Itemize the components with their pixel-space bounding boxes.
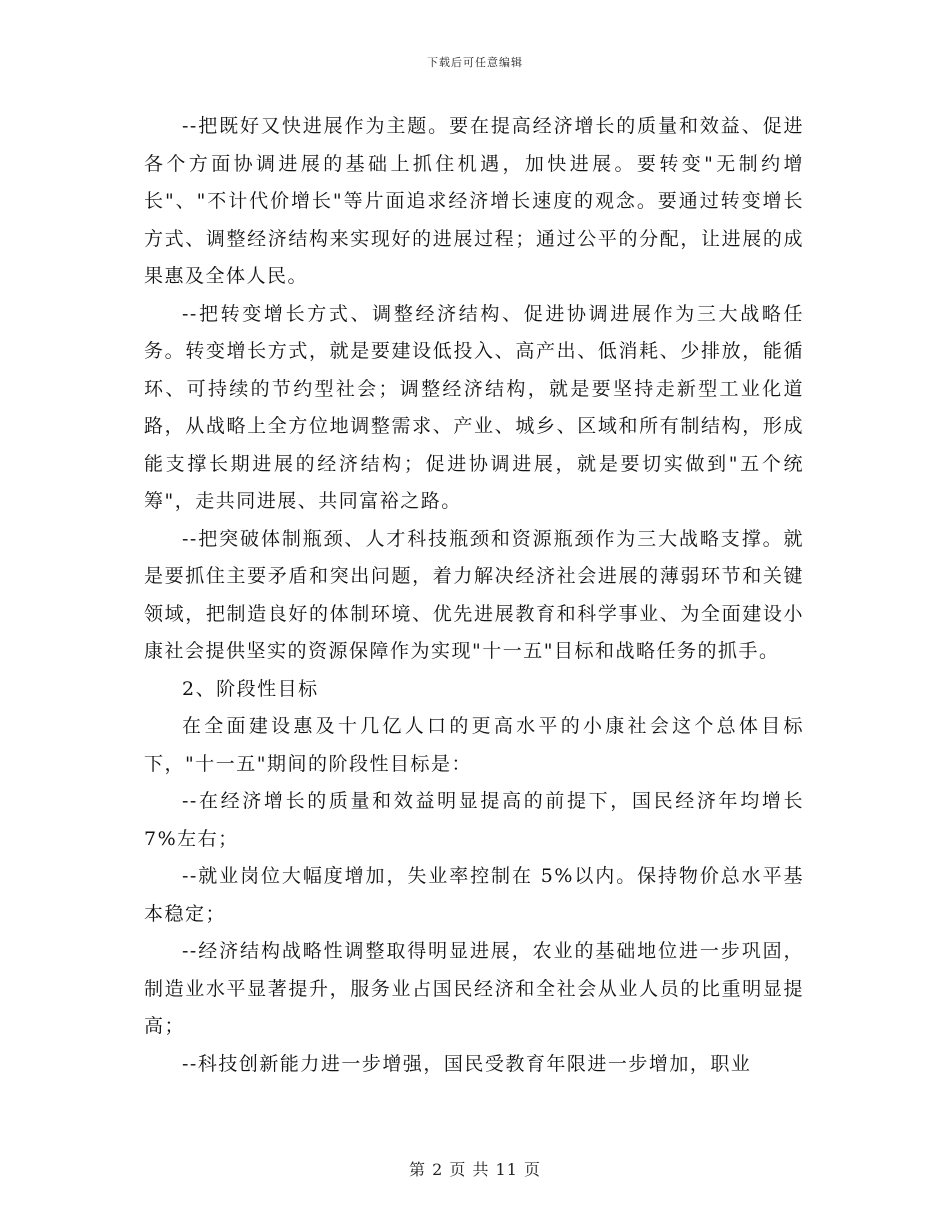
page-header: 下载后可任意编辑 [427, 56, 523, 69]
paragraph-intro: 在全面建设惠及十几亿人口的更高水平的小康社会这个总体目标下，"十一五"期间的阶段性目标是： [144, 715, 804, 775]
paragraph-theme: --把既好又快进展作为主题。要在提高经济增长的质量和效益、促进各个方面协调进展的基础上抓住机遇，加快进展。要转变"无制约增长"、"不计代价增长"等片面追求经济增长速度的观念。要通过转变增长方式、调整经济结构来实现好的进展过程；通过公平的分配，让进展的成果惠及全体人民。 [144, 115, 804, 287]
paragraph-innovation-target: --科技创新能力进一步增强，国民受教育年限进一步增加，职业 [182, 1052, 752, 1075]
paragraph-employment-target: --就业岗位大幅度增加，失业率控制在 5%以内。保持物价总水平基本稳定； [144, 865, 804, 925]
document-body [144, 108, 804, 1083]
paragraph-strategic-support: --把突破体制瓶颈、人才科技瓶颈和资源瓶颈作为三大战略支撑。就是要抓住主要矛盾和突出问题，着力解决经济社会进展的薄弱环节和关键领域，把制造良好的体制环境、优先进展教育和科学事业、为全面建设小康社会提供坚实的资源保障作为实现"十一五"目标和战略任务的抓手。 [144, 527, 804, 662]
paragraph-growth-target: --在经济增长的质量和效益明显提高的前提下，国民经济年均增长 7%左右； [144, 790, 804, 850]
page-number: 第 2 页 共 11 页 [409, 1160, 541, 1179]
paragraph-strategic-tasks: --把转变增长方式、调整经济结构、促进协调进展作为三大战略任务。转变增长方式，就是要建设低投入、高产出、低消耗、少排放，能循环、可持续的节约型社会；调整经济结构，就是要坚持走新型工业化道路，从战略上全方位地调整需求、产业、城乡、区域和所有制结构，形成能支撑长期进展的经济结构；促进协调进展，就是要切实做到"五个统筹"，走共同进展、共同富裕之路。 [144, 302, 804, 512]
paragraph-structure-target: --经济结构战略性调整取得明显进展，农业的基础地位进一步巩固，制造业水平显著提升，服务业占国民经济和全社会从业人员的比重明显提高； [144, 940, 804, 1037]
section-heading: 2、阶段性目标 [182, 677, 319, 700]
